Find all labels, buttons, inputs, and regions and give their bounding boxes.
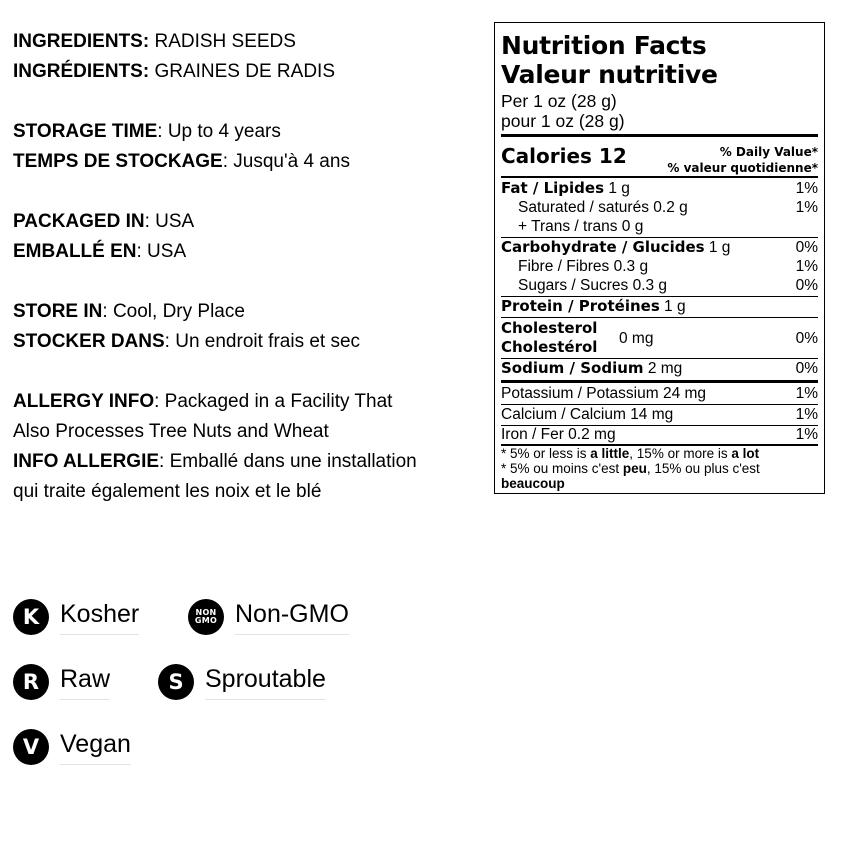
iron-label: Iron / Fer 0.2 mg	[501, 426, 616, 443]
store-fr-value: : Un endroit frais et sec	[164, 331, 361, 352]
non-gmo-icon-line-1: NON	[195, 608, 217, 617]
fat-label: Fat / Lipides	[501, 179, 605, 197]
ingredients-en-value: RADISH SEEDS	[149, 31, 296, 52]
allergy-fr-label: INFO ALLERGIE	[13, 451, 160, 472]
packaged-fr	[13, 237, 483, 267]
cholesterol-label-fr: Cholestérol	[501, 338, 598, 356]
footnote-en-b: a little	[590, 446, 630, 461]
carb-label: Carbohydrate / Glucides	[501, 238, 705, 256]
kosher-icon: K	[13, 599, 49, 635]
allergy-fr-value-2: qui traite également les noix et le blé	[13, 481, 322, 502]
sugars-pct: 0%	[795, 277, 818, 294]
storage-en	[13, 117, 483, 147]
storage-en-label: STORAGE TIME	[13, 121, 158, 142]
calcium-row	[501, 405, 818, 424]
protein-amount: 1 g	[659, 298, 686, 315]
sodium-row	[501, 359, 818, 378]
carb-amount: 1 g	[704, 239, 731, 256]
footnote-en-a: * 5% or less is	[501, 446, 591, 461]
footnote-en-d: a lot	[731, 446, 760, 461]
non-gmo-badge	[188, 597, 349, 637]
kosher-badge	[13, 597, 139, 637]
cholesterol-row	[501, 319, 818, 357]
storage-fr	[13, 147, 483, 177]
storage-fr-value: : Jusqu'à 4 ans	[222, 151, 350, 172]
raw-badge	[13, 662, 110, 702]
sodium-amount: 2 mg	[643, 360, 683, 377]
footnote	[501, 446, 818, 491]
protein-label: Protein / Protéines	[501, 297, 660, 315]
nutrition-title-fr: Valeur nutritive	[501, 60, 718, 89]
ingredients-en	[13, 27, 483, 57]
fat-row	[501, 179, 818, 198]
sugars-row	[501, 276, 818, 295]
ingredients-fr-value: GRAINES DE RADIS	[149, 61, 336, 82]
cholesterol-pct: 0%	[795, 330, 818, 347]
daily-value-header	[667, 144, 818, 176]
fibre-row	[501, 257, 818, 276]
carb-pct: 0%	[795, 239, 818, 256]
saturated-row	[501, 198, 818, 217]
allergy-fr-1	[13, 447, 483, 477]
footnote-fr-end: beaucoup	[501, 476, 565, 491]
allergy-fr-2	[13, 477, 483, 507]
sproutable-icon: S	[158, 664, 194, 700]
packaged-en	[13, 207, 483, 237]
vegan-badge	[13, 727, 131, 767]
store-en-value: : Cool, Dry Place	[102, 301, 245, 322]
carb-row	[501, 238, 818, 257]
packaged-fr-value: : USA	[136, 241, 187, 262]
cholesterol-amount: 0 mg	[619, 330, 654, 347]
ingredients-en-label: INGREDIENTS:	[13, 31, 150, 52]
calories-label: Calories 12	[501, 144, 627, 168]
non-gmo-label: Non-GMO	[235, 600, 349, 635]
packaged-en-value: : USA	[144, 211, 195, 232]
sproutable-badge	[158, 662, 326, 702]
calcium-pct: 1%	[795, 406, 818, 423]
footnote-fr	[501, 461, 818, 476]
store-fr	[13, 327, 483, 357]
raw-label: Raw	[60, 665, 110, 700]
allergy-en-value-1: : Packaged in a Facility That	[154, 391, 393, 412]
sodium-thick-divider	[501, 380, 818, 383]
footnote-fr-c: , 15% ou plus c'est	[646, 461, 760, 476]
trans-row	[501, 217, 818, 236]
sodium-label: Sodium / Sodium	[501, 359, 644, 377]
allergy-en-label: ALLERGY INFO	[13, 391, 155, 412]
saturated-pct: 1%	[795, 199, 818, 216]
calcium-label: Calcium / Calcium 14 mg	[501, 406, 674, 423]
storage-en-value: : Up to 4 years	[157, 121, 281, 142]
protein-row	[501, 297, 818, 316]
footnote-fr-a: * 5% ou moins c'est	[501, 461, 623, 476]
serving-size-en: Per 1 oz (28 g)	[501, 91, 617, 111]
thick-divider	[501, 134, 818, 137]
daily-value-en: % Daily Value*	[719, 145, 818, 159]
raw-icon: R	[13, 664, 49, 700]
sodium-pct: 0%	[795, 360, 818, 377]
fat-amount: 1 g	[604, 180, 630, 197]
protein-divider	[501, 317, 818, 318]
iron-row	[501, 425, 818, 444]
potassium-label: Potassium / Potassium 24 mg	[501, 385, 707, 402]
serving-size-fr: pour 1 oz (28 g)	[501, 111, 625, 131]
ingredients-fr	[13, 57, 483, 87]
ingredients-fr-label: INGRÉDIENTS:	[13, 61, 150, 82]
calories-divider	[501, 176, 818, 178]
packaged-fr-label: EMBALLÉ EN	[13, 241, 137, 262]
store-fr-label: STOCKER DANS	[13, 331, 165, 352]
nutrition-title-en: Nutrition Facts	[501, 31, 707, 60]
allergy-en-value-2: Also Processes Tree Nuts and Wheat	[13, 421, 329, 442]
product-info	[13, 27, 483, 507]
potassium-row	[501, 384, 818, 403]
non-gmo-icon	[188, 599, 224, 635]
footnote-en	[501, 446, 818, 461]
vegan-icon: V	[13, 729, 49, 765]
non-gmo-icon-line-2: GMO	[194, 616, 218, 625]
saturated-label: Saturated / saturés 0.2 g	[518, 199, 688, 216]
fat-pct: 1%	[795, 180, 818, 197]
trans-label: + Trans / trans 0 g	[518, 218, 644, 235]
fibre-label: Fibre / Fibres 0.3 g	[518, 258, 649, 275]
packaged-en-label: PACKAGED IN	[13, 211, 145, 232]
allergy-en-2	[13, 417, 483, 447]
allergy-en-1	[13, 387, 483, 417]
fibre-pct: 1%	[795, 258, 818, 275]
store-en-label: STORE IN	[13, 301, 103, 322]
potassium-pct: 1%	[795, 385, 818, 402]
storage-fr-label: TEMPS DE STOCKAGE	[13, 151, 223, 172]
footnote-en-c: , 15% or more is	[629, 446, 732, 461]
sugars-label: Sugars / Sucres 0.3 g	[518, 277, 668, 294]
kosher-label: Kosher	[60, 600, 139, 635]
sproutable-label: Sproutable	[205, 665, 326, 700]
allergy-fr-value-1: : Emballé dans une installation	[159, 451, 417, 472]
store-en	[13, 297, 483, 327]
iron-pct: 1%	[795, 426, 818, 443]
daily-value-fr: % valeur quotidienne*	[667, 161, 818, 175]
nutrition-facts-panel	[494, 22, 825, 494]
cholesterol-label-en: Cholesterol	[501, 319, 598, 337]
vegan-label: Vegan	[60, 730, 131, 765]
footnote-fr-b: peu	[622, 461, 647, 476]
